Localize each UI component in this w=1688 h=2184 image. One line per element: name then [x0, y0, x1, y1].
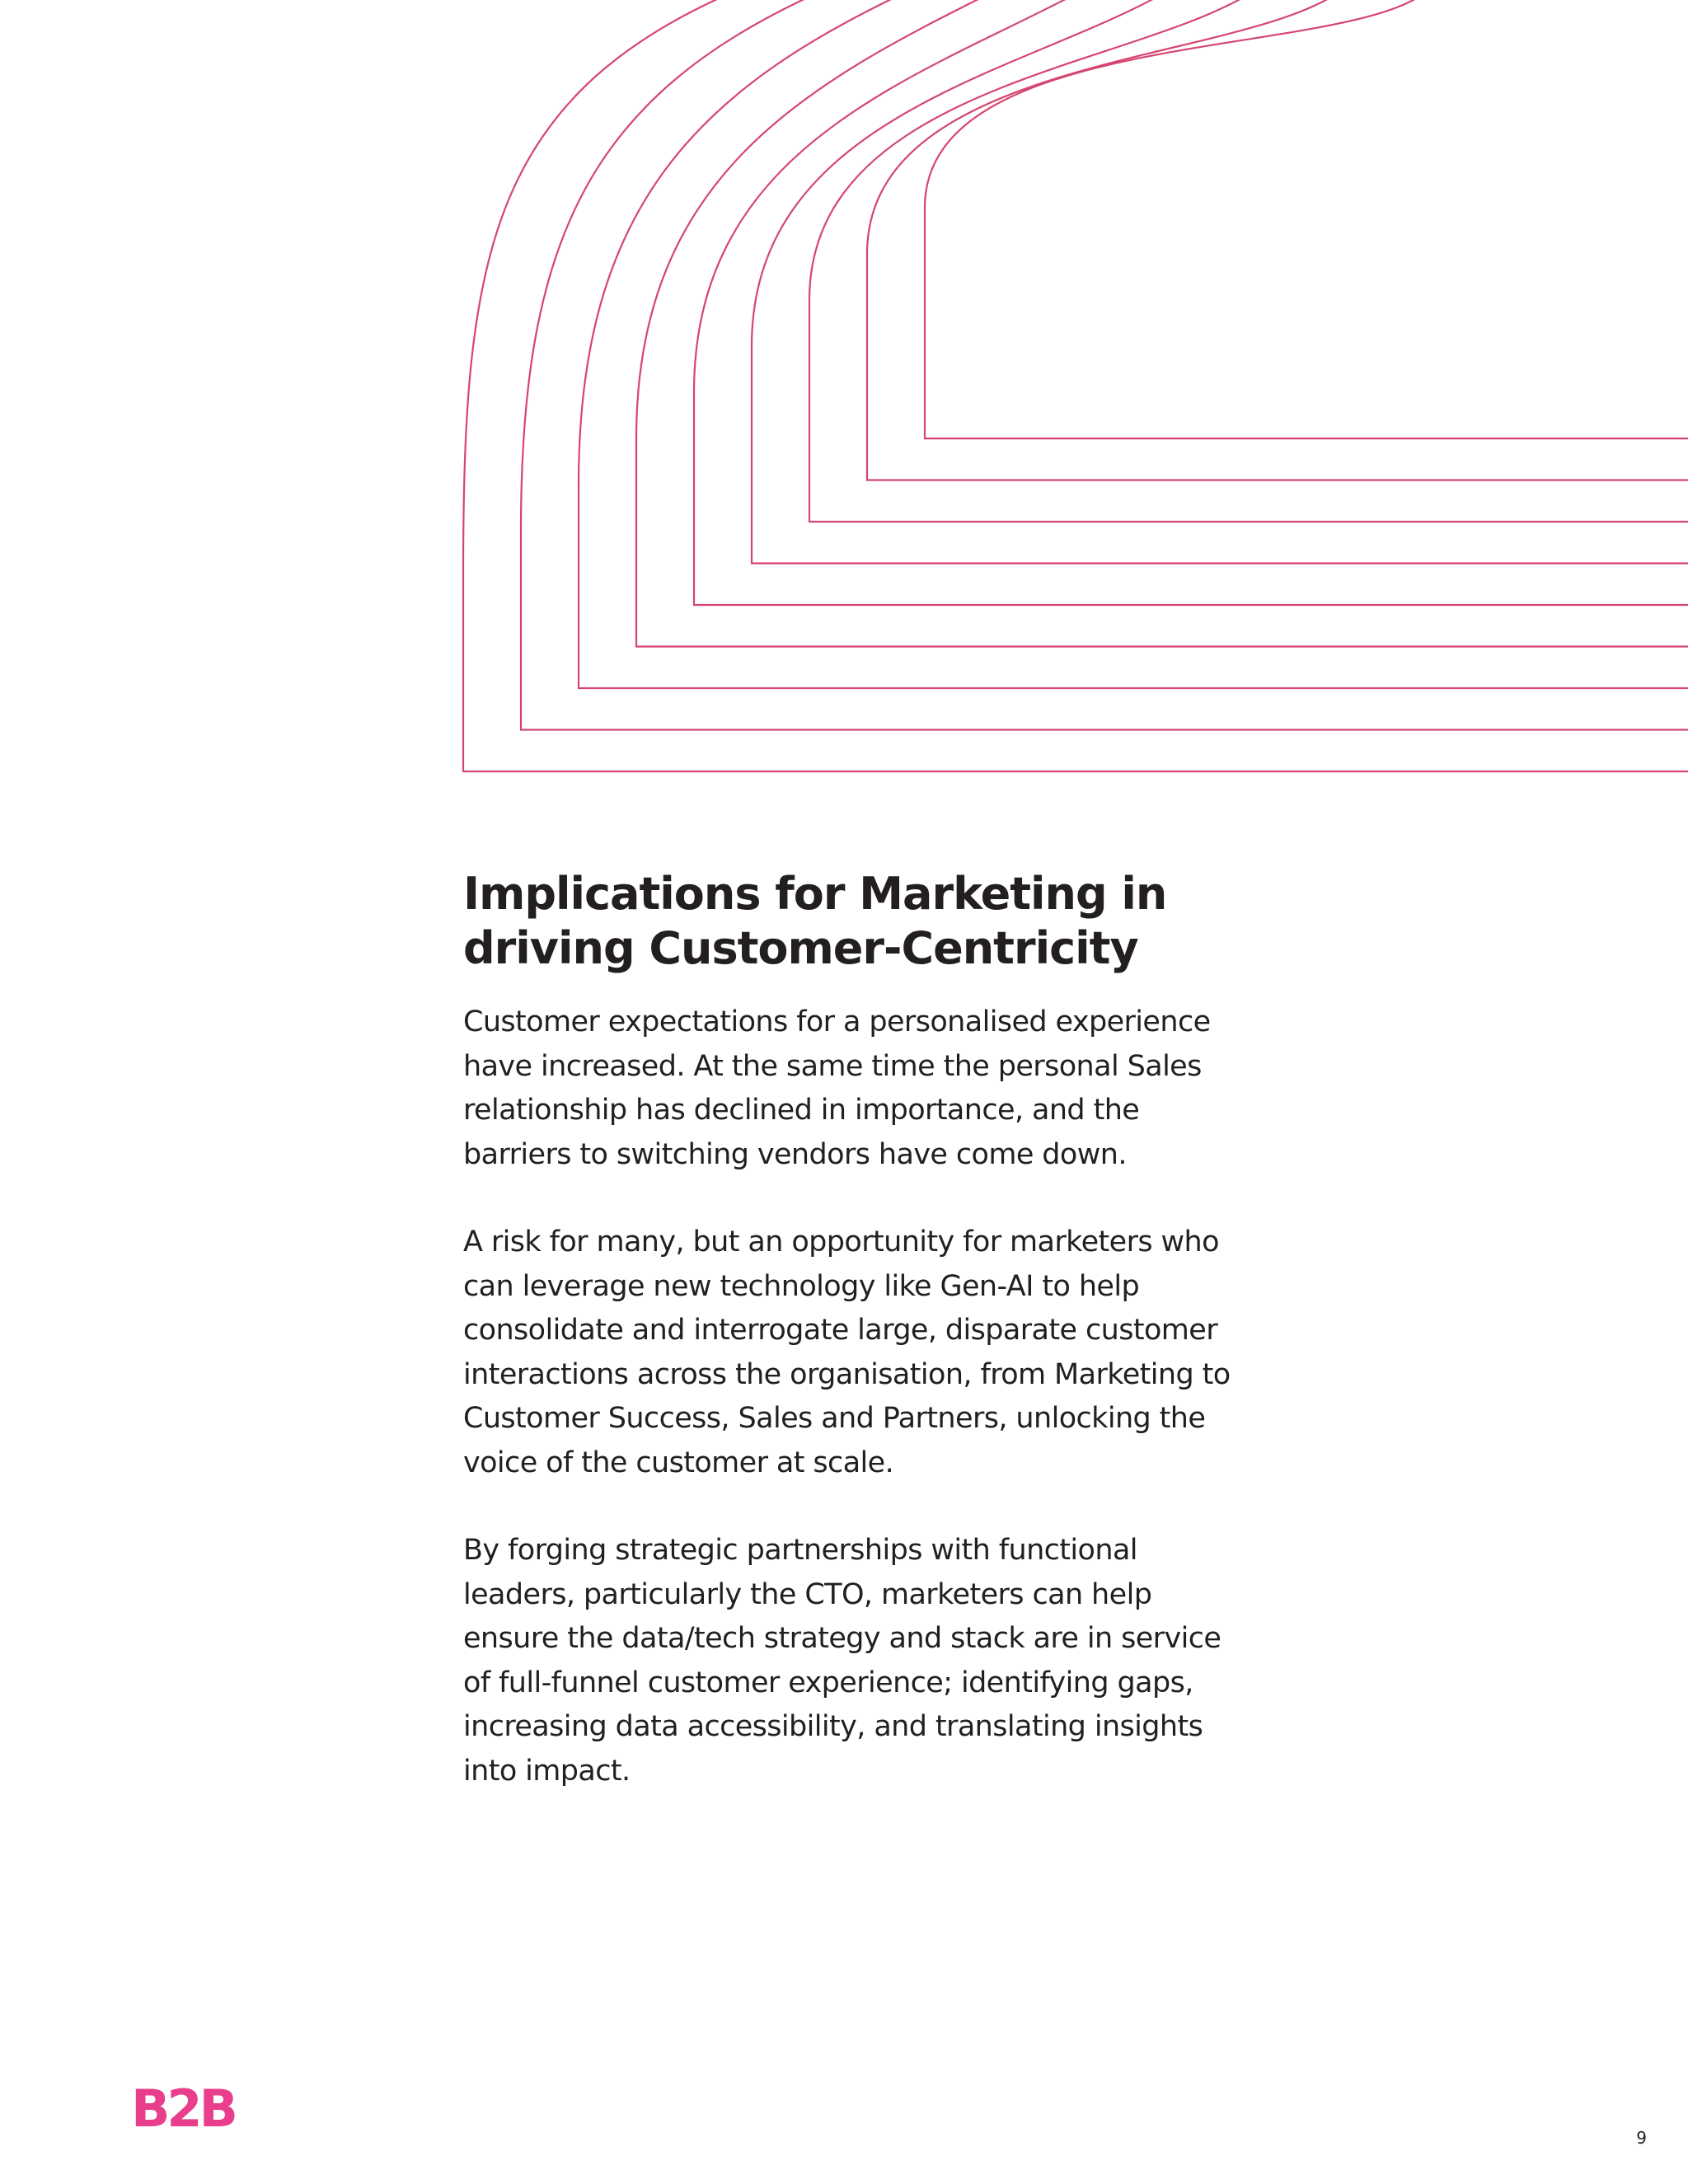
page-number: 9 [1636, 2128, 1647, 2148]
paragraph-partnerships: By forging strategic partnerships with functional leaders, particularly the CTO, marketers can help ensure the data/tech strategy and stack are in service of full-funnel customer experience; identifying gaps, increasing data accessibility, and translating insights into impact. [463, 1534, 1221, 1788]
page-heading: Implications for Marketing in driving Customer-Centricity [463, 868, 1167, 974]
main-content [463, 867, 1238, 1837]
arc-line [579, 0, 1688, 688]
arc-line [752, 0, 1688, 564]
b2b-logo [130, 2080, 236, 2133]
arc-line [925, 0, 1688, 438]
arc-line [809, 0, 1688, 522]
arc-line [521, 0, 1688, 730]
b2b-logo-text: B2B [131, 2080, 235, 2133]
decorative-arc-lines [0, 0, 1688, 791]
arc-line [636, 0, 1688, 647]
paragraph-opportunity: A risk for many, but an opportunity for marketers who can leverage new technology like Gen-AI to help consolidate and interrogate large, disparate customer interactions across the organisation, from Marketing to Customer Success, Sales and Partners, unlocking the voice of the customer at scale. [463, 1226, 1231, 1479]
arc-line [463, 0, 1688, 771]
arc-line [694, 0, 1688, 605]
paragraph-expectations: Customer expectations for a personalised experience have increased. At the same time the personal Sales relationship has declined in importance, and the barriers to switching vendors have come down. [463, 1005, 1211, 1171]
